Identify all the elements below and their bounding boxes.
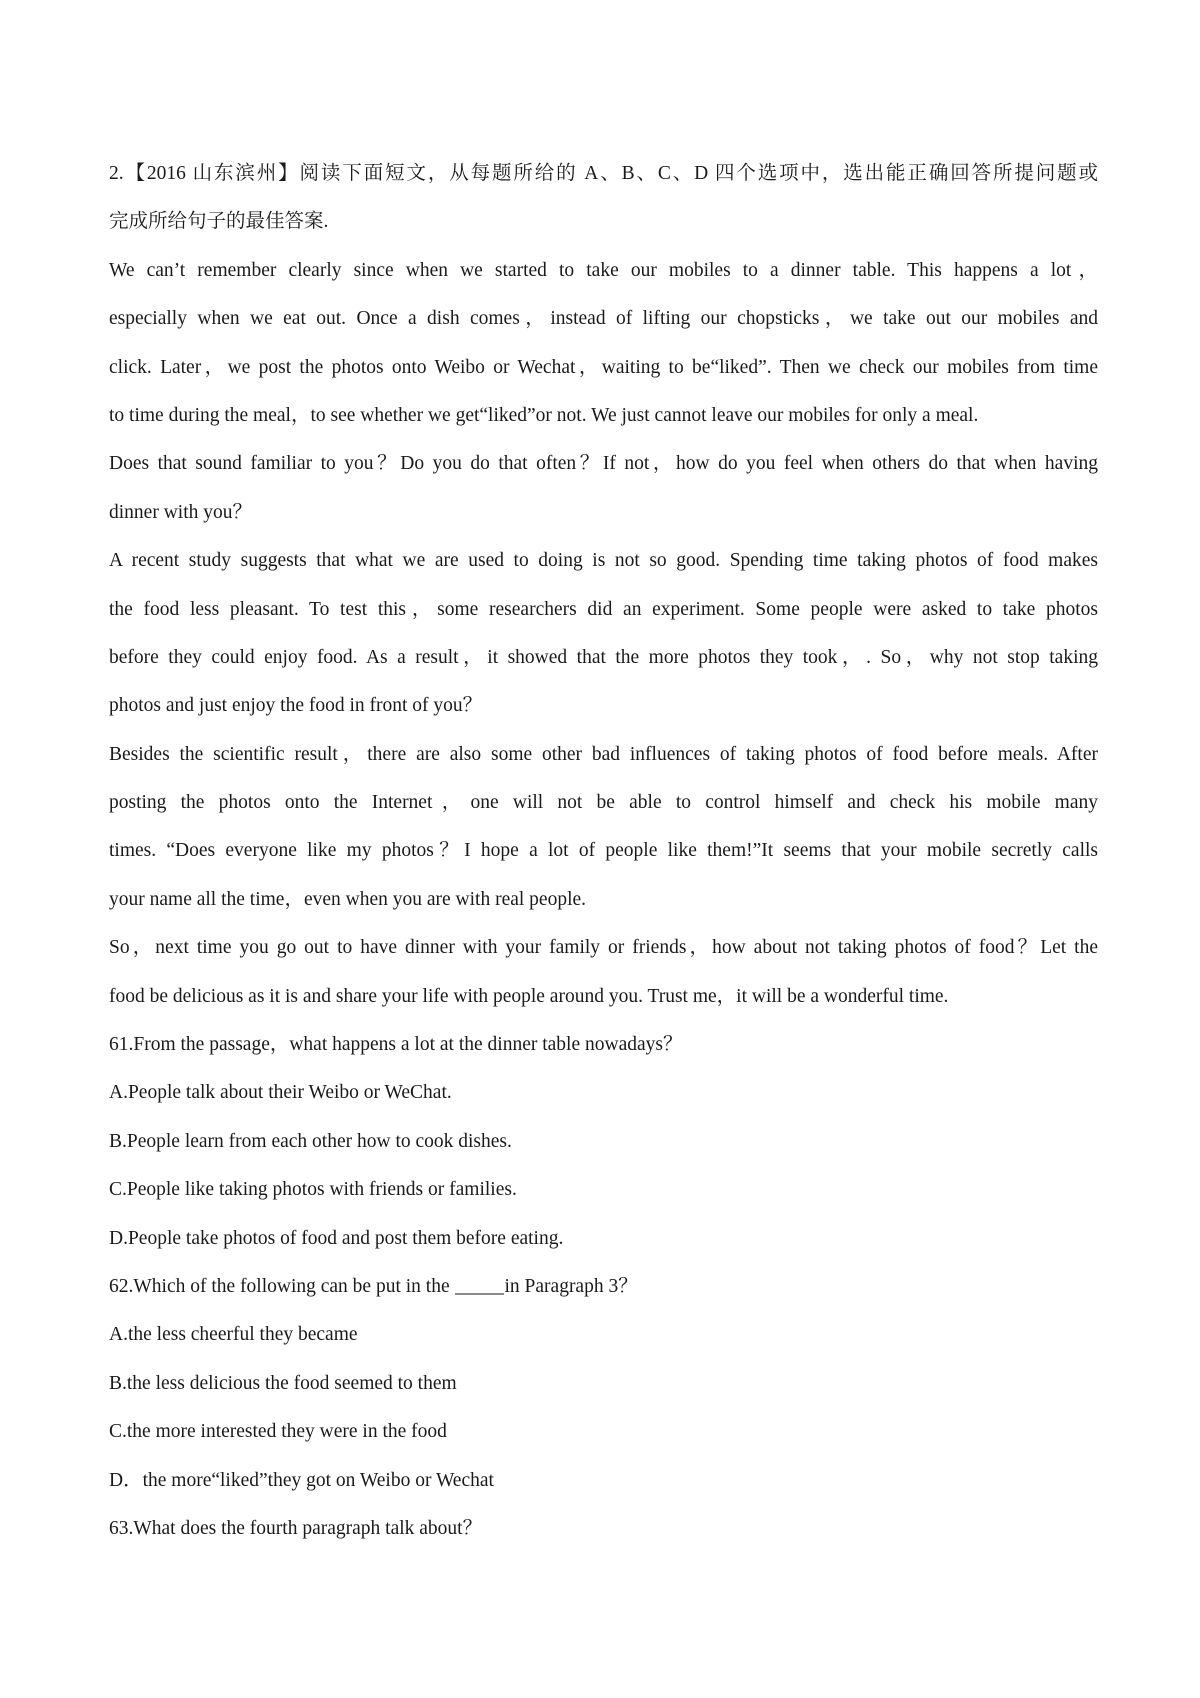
paragraph-line: A recent study suggests that what we are used to doing is not so good. Spending time taking photos of food makes bbox=[109, 550, 1098, 572]
question-stem: 61.From the passage，what happens a lot at the dinner table nowadays？ bbox=[109, 1034, 683, 1056]
option-a: A.People talk about their Weibo or WeChat. bbox=[109, 1082, 452, 1104]
question-63 bbox=[109, 1505, 1098, 1553]
question-61 bbox=[109, 1021, 1098, 1263]
option-a: A.the less cheerful they became bbox=[109, 1324, 358, 1346]
paragraph-line: especially when we eat out. Once a dish comes，instead of lifting our chopsticks，we take out our mobiles and bbox=[109, 308, 1098, 330]
option-d: D.People take photos of food and post them before eating. bbox=[109, 1227, 564, 1249]
option-c: C.the more interested they were in the food bbox=[109, 1421, 447, 1443]
paragraph-1 bbox=[109, 247, 1098, 441]
paragraph-line: posting the photos onto the Internet，one will not be able to control himself and check his mobile many bbox=[109, 792, 1098, 814]
option-b: B.People learn from each other how to cook dishes. bbox=[109, 1130, 512, 1152]
question-stem: 63.What does the fourth paragraph talk about？ bbox=[109, 1517, 483, 1539]
answer-blank: _____ bbox=[455, 1275, 504, 1297]
option-c: C.People like taking photos with friends or families. bbox=[109, 1179, 517, 1201]
paragraph-line: times. “Does everyone like my photos？I hope a lot of people like them!”It seems that your mobile secretly calls bbox=[109, 840, 1098, 862]
question-stem-after: in Paragraph 3？ bbox=[504, 1275, 638, 1297]
question-stem-before: 62.Which of the following can be put in the bbox=[109, 1275, 450, 1297]
question-62 bbox=[109, 1263, 1098, 1505]
paragraph-line: to time during the meal，to see whether we get“liked”or not. We just cannot leave our mobiles for only a meal. bbox=[109, 404, 979, 426]
paragraph-line: So，next time you go out to have dinner with your family or friends，how about not taking photos of food？Let the bbox=[109, 937, 1098, 959]
paragraph-line: food be delicious as it is and share your life with people around you. Trust me，it will be a wonderful time. bbox=[109, 985, 949, 1007]
paragraph-line: click. Later，we post the photos onto Weibo or Wechat，waiting to be“liked”. Then we check our mobiles from time bbox=[109, 356, 1098, 378]
option-d: D．the more“liked”they got on Weibo or Wechat bbox=[109, 1469, 494, 1491]
question-stem bbox=[109, 1263, 1098, 1311]
paragraph-line: your name all the time，even when you are with real people. bbox=[109, 888, 587, 910]
instruction-line-1: 2.【2016 山东滨州】阅读下面短文，从每题所给的 A、B、C、D 四个选项中，选出能正确回答所提问题或 bbox=[109, 163, 1098, 184]
paragraph-3 bbox=[109, 537, 1098, 731]
paragraph-line: the food less pleasant. To test this，some researchers did an experiment. Some people were asked to take photos bbox=[109, 598, 1098, 620]
paragraph-line: before they could enjoy food. As a result，it showed that the more photos they took，. So，why not stop taking bbox=[109, 646, 1098, 668]
paragraph-line: photos and just enjoy the food in front of you？ bbox=[109, 695, 483, 717]
paragraph-line: Besides the scientific result，there are also some other bad influences of taking photos of food before meals. After bbox=[109, 743, 1098, 765]
paragraph-line: Does that sound familiar to you？Do you do that often？If not，how do you feel when others do that when having bbox=[109, 453, 1098, 475]
option-b: B.the less delicious the food seemed to them bbox=[109, 1372, 457, 1394]
paragraph-5 bbox=[109, 924, 1098, 1021]
paragraph-2 bbox=[109, 440, 1098, 537]
paragraph-line: We can’t remember clearly since when we started to take our mobiles to a dinner table. This happens a lot， bbox=[109, 259, 1098, 281]
paragraph-line: dinner with you？ bbox=[109, 501, 252, 523]
instruction-line-2: 完成所给句子的最佳答案. bbox=[109, 211, 329, 233]
paragraph-4 bbox=[109, 731, 1098, 925]
